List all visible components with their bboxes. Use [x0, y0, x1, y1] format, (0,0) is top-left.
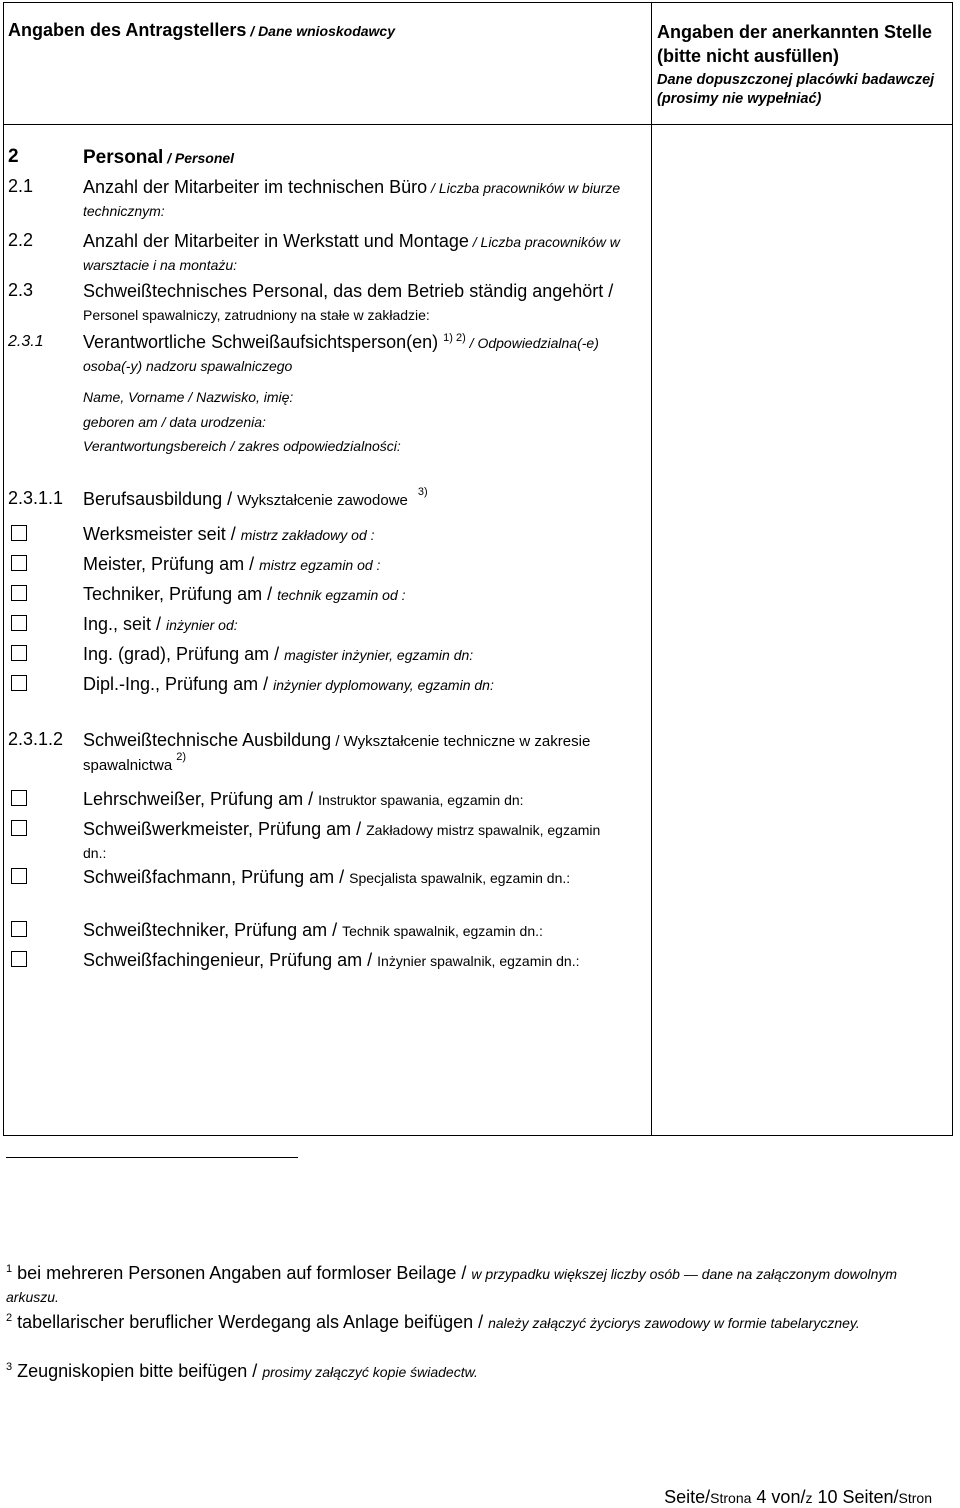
checkbox-schweissfachingenieur[interactable]: [11, 951, 27, 967]
weld-option-pl: Zakładowy mistrz spawalnik, egzamin dn.:: [83, 822, 601, 861]
checkbox-schweisswerkmeister[interactable]: [11, 820, 27, 836]
field-born-label: geboren am / data urodzenia:: [83, 414, 266, 430]
page-total-pl: Stron: [898, 1490, 932, 1506]
item-number: 2.3: [8, 280, 34, 300]
weld-option-de: Lehrschweißer, Prüfung am /: [83, 789, 319, 809]
edu-option-de: Ing., seit /: [83, 614, 167, 634]
edu-option: [83, 583, 648, 606]
item-text-pl: / Liczba pracowników w warsztacie i na montażu:: [83, 234, 620, 273]
weld-option-de: Schweißtechniker, Prüfung am /: [83, 920, 343, 940]
footnote-ref: 1) 2): [443, 332, 466, 344]
item-text-de: Schweißtechnisches Personal, das dem Betrieb ständig angehört /: [83, 281, 614, 301]
page-label-pl: Strona: [710, 1490, 752, 1506]
field-name-label: Name, Vorname / Nazwisko, imię:: [83, 389, 294, 405]
footnote-rule: [6, 1157, 298, 1158]
weld-option: [83, 818, 623, 864]
weld-option: [83, 788, 648, 811]
checkbox-dipl-ing[interactable]: [11, 675, 27, 691]
edu-option: [83, 553, 648, 576]
authority-title: Angaben der anerkannten Stelle (bitte nicht ausfüllen): [657, 22, 933, 66]
edu-option-de: Techniker, Prüfung am /: [83, 584, 278, 604]
page-label: Seite/: [664, 1487, 711, 1507]
section-title: [83, 146, 648, 169]
page-of-pl: z: [805, 1490, 813, 1506]
edu-option-pl: mistrz egzamin od :: [259, 557, 381, 573]
item-text: [83, 230, 628, 276]
weld-option: [83, 949, 648, 972]
item-number: 2.3.1: [8, 333, 44, 350]
item-text-pl: / Wykształcenie techniczne w zakresie spawalnictwa: [83, 733, 591, 774]
weld-option-de: Schweißfachmann, Prüfung am /: [83, 867, 350, 887]
checkbox-schweissfachmann[interactable]: [11, 868, 27, 884]
page-current: 4 von/: [751, 1487, 806, 1507]
weld-option-de: Schweißfachingenieur, Prüfung am /: [83, 950, 378, 970]
item-text-de: Berufsausbildung /: [83, 489, 238, 509]
checkbox-werksmeister[interactable]: [11, 525, 27, 541]
item-text-de: Anzahl der Mitarbeiter in Werkstatt und Montage: [83, 231, 469, 251]
item-text-pl: Personel spawalniczy, zatrudniony na stałe w zakładzie:: [83, 307, 430, 323]
weld-option: [83, 919, 648, 942]
edu-option-pl: inżynier dyplomowany, egzamin dn:: [273, 677, 494, 693]
footnote-number: 2: [6, 1312, 13, 1324]
edu-option: [83, 673, 648, 696]
footnote-de: bei mehreren Personen Angaben auf formloser Beilage /: [17, 1263, 472, 1283]
item-text-de: Schweißtechnische Ausbildung: [83, 730, 332, 750]
weld-option: [83, 866, 648, 889]
authority-title-pl: Dane dopuszczonej placówki badawczej (prosimy nie wypełniać): [657, 72, 935, 107]
page-total: 10 Seiten/: [812, 1487, 899, 1507]
field-responsibility-label: Verantwortungsbereich / zakres odpowiedzialności:: [83, 438, 401, 454]
item-text-pl: / Odpowiedzialna(-e) osoba(-y) nadzoru spawalniczego: [83, 335, 599, 374]
item-text: [83, 729, 648, 779]
item-number: 2.3.1.2: [8, 729, 64, 749]
footnote-3: [6, 1360, 936, 1383]
item-text: [83, 280, 643, 327]
header-divider: [3, 124, 953, 125]
applicant-header: [8, 20, 395, 41]
item-number: 2.3.1.1: [8, 488, 64, 508]
edu-option-pl: magister inżynier, egzamin dn:: [284, 647, 474, 663]
edu-option-de: Ing. (grad), Prüfung am /: [83, 644, 285, 664]
edu-option-de: Dipl.-Ing., Prüfung am /: [83, 674, 274, 694]
item-number: 2.2: [8, 230, 34, 250]
edu-option-pl: inżynier od:: [166, 617, 238, 633]
page-number: [664, 1487, 932, 1508]
item-text: [83, 176, 643, 222]
checkbox-meister[interactable]: [11, 555, 27, 571]
footnote-2: [6, 1311, 936, 1334]
item-text-de: Verantwortliche Schweißaufsichtsperson(en): [83, 332, 444, 352]
checkbox-schweisstechniker[interactable]: [11, 921, 27, 937]
footnote-ref: 2): [176, 751, 186, 763]
section-title-pl: / Personel: [163, 150, 235, 166]
weld-option-pl: Technik spawalnik, egzamin dn.:: [342, 923, 543, 939]
edu-option: [83, 613, 648, 636]
applicant-title-pl: / Dane wnioskodawcy: [246, 23, 396, 39]
footnote-pl: prosimy załączyć kopie świadectw.: [262, 1364, 478, 1380]
edu-option-de: Werksmeister seit /: [83, 524, 241, 544]
item-text-de: Anzahl der Mitarbeiter im technischen Büro: [83, 177, 428, 197]
authority-header: [657, 20, 942, 109]
section-title-de: Personal: [83, 147, 164, 168]
footnote-1: [6, 1262, 936, 1308]
section-number: 2: [8, 146, 19, 167]
edu-option: [83, 643, 648, 666]
edu-option-pl: technik egzamin od :: [277, 587, 406, 603]
checkbox-ing[interactable]: [11, 615, 27, 631]
weld-option-pl: Specjalista spawalnik, egzamin dn.:: [349, 870, 571, 886]
footnote-pl: należy załączyć życiorys zawodowy w formie tabelaryczney.: [488, 1315, 860, 1331]
item-text-pl: Wykształcenie zawodowe: [237, 492, 408, 509]
checkbox-techniker[interactable]: [11, 585, 27, 601]
edu-option-de: Meister, Prüfung am /: [83, 554, 260, 574]
weld-option-de: Schweißwerkmeister, Prüfung am /: [83, 819, 367, 839]
item-text: [83, 331, 648, 377]
checkbox-ing-grad[interactable]: [11, 645, 27, 661]
edu-option: [83, 523, 648, 546]
checkbox-lehrschweisser[interactable]: [11, 790, 27, 806]
item-text-pl: / Liczba pracowników w biurze technicznym:: [83, 180, 621, 219]
footnote-ref: 3): [417, 486, 428, 498]
footnote-de: tabellarischer beruflicher Werdegang als Anlage beifügen /: [17, 1312, 489, 1332]
weld-option-pl: Inżynier spawalnik, egzamin dn.:: [377, 953, 580, 969]
footnote-de: Zeugniskopien bitte beifügen /: [17, 1361, 263, 1381]
footnote-pl: w przypadku większej liczby osób — dane na załączonym dowolnym arkuszu.: [6, 1266, 898, 1305]
weld-option-pl: Instruktor spawania, egzamin dn:: [318, 792, 524, 808]
item-number: 2.1: [8, 176, 34, 196]
item-text: [83, 488, 648, 513]
applicant-title: Angaben des Antragstellers: [8, 20, 247, 40]
footnote-number: 1: [6, 1263, 13, 1275]
footnote-number: 3: [6, 1361, 13, 1373]
edu-option-pl: mistrz zakładowy od :: [240, 527, 375, 543]
column-divider: [651, 2, 652, 1136]
